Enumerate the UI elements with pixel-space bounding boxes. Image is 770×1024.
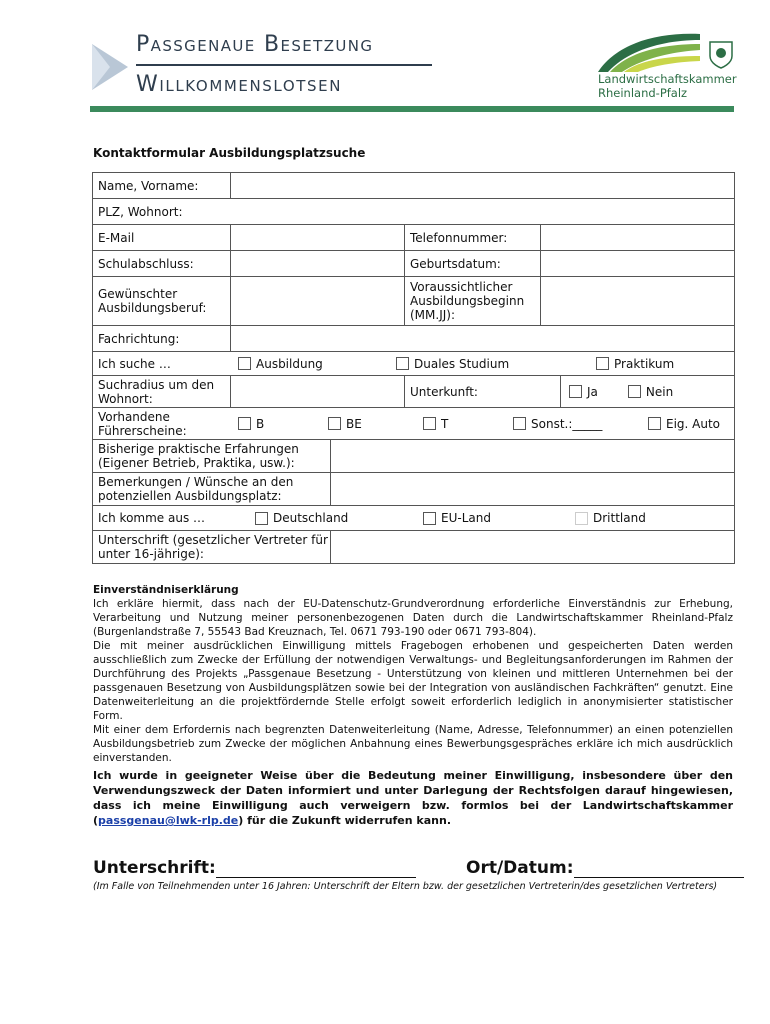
- housing-label: Unterkunft:: [404, 376, 560, 407]
- plz-label: PLZ, Wohnort:: [98, 204, 183, 219]
- phone-label: Telefonnummer:: [404, 225, 540, 250]
- experience-field[interactable]: [330, 440, 734, 472]
- contact-email-link[interactable]: passgenau@lwk-rlp.de: [98, 814, 239, 827]
- option-label: T: [441, 416, 449, 431]
- checkbox[interactable]: [255, 512, 268, 525]
- checkbox[interactable]: [648, 417, 661, 430]
- date-block: [466, 858, 744, 878]
- signature-block: [93, 858, 416, 878]
- option-label: Duales Studium: [414, 356, 510, 371]
- option-praktikum[interactable]: [596, 352, 674, 375]
- checkbox[interactable]: [328, 417, 341, 430]
- form-title: Kontaktformular Ausbildungsplatzsuche: [93, 146, 366, 160]
- program-title-line1: Passgenaue Besetzung: [136, 32, 374, 57]
- row-plz: [93, 199, 734, 225]
- option-label: Ausbildung: [256, 356, 323, 371]
- checkbox[interactable]: [628, 385, 641, 398]
- row-job: [93, 277, 734, 326]
- guardian-label: Unterschrift (gesetzlicher Vertreter für unter 16-jährige):: [98, 533, 328, 561]
- option-t[interactable]: [423, 408, 448, 439]
- option-label: Nein: [645, 384, 674, 399]
- row-email: [93, 225, 734, 251]
- email-label: E-Mail: [98, 230, 135, 245]
- radius-label: Suchradius um den Wohnort:: [98, 377, 215, 406]
- radius-field[interactable]: [230, 376, 404, 407]
- option-label: Ja: [587, 384, 598, 399]
- checkbox[interactable]: [596, 357, 609, 370]
- checkbox[interactable]: [396, 357, 409, 370]
- option-label: B: [256, 416, 265, 431]
- option-be[interactable]: [328, 408, 362, 439]
- name-label: Name, Vorname:: [98, 178, 199, 193]
- job-field[interactable]: [230, 277, 404, 325]
- field-label: Fachrichtung:: [98, 331, 180, 346]
- option-label: Praktikum: [614, 356, 675, 371]
- row-search: [93, 352, 734, 376]
- name-field[interactable]: [230, 173, 734, 198]
- checkbox[interactable]: [238, 417, 251, 430]
- org-name-line2: Rheinland-Pfalz: [598, 86, 688, 100]
- plz-field[interactable]: [230, 199, 734, 224]
- org-name-line1: Landwirtschaftskammer: [598, 72, 737, 86]
- option-ja[interactable]: [569, 385, 598, 399]
- email-field[interactable]: [230, 225, 404, 250]
- option-eig-auto[interactable]: [648, 408, 720, 439]
- consent-bold-statement: [93, 768, 733, 828]
- school-label: Schulabschluss:: [98, 256, 194, 271]
- origin-label: Ich komme aus …: [98, 511, 206, 525]
- option-b[interactable]: [238, 408, 264, 439]
- checkbox[interactable]: [423, 417, 436, 430]
- consent-heading: Einverständniserklärung: [93, 584, 239, 596]
- row-experience: [93, 440, 734, 473]
- remarks-field[interactable]: [330, 473, 734, 505]
- date-label: Ort/Datum:: [466, 858, 574, 878]
- birth-label: Geburtsdatum:: [404, 251, 540, 276]
- start-label: Voraussichtlicher Ausbildungsbeginn (MM.JJ):: [404, 277, 540, 325]
- row-license: [93, 408, 734, 440]
- option-nein[interactable]: [628, 385, 673, 399]
- row-field: [93, 326, 734, 352]
- option-ausbildung[interactable]: [238, 352, 323, 375]
- row-remarks: [93, 473, 734, 506]
- job-label: Gewünschter Ausbildungsberuf:: [98, 287, 207, 315]
- row-school: [93, 251, 734, 277]
- consent-paragraph-2: Die mit meiner ausdrücklichen Einwilligung mittels Fragebogen erhobenen und gespeicherten Daten werden ausschließlich zum Zwecke der Erfüllung der notwendigen Verwaltungs- und Begleitungsanforderungen im Rahmen der Durchführung des Projekts „Passgenaue Besetzung - Unterstützung von kleinen und mittleren Unternehmen bei der passgenauen Besetzung von Ausbildungsplätzen sowie bei der Integration von ausländischen Fachkräften“ genutzt. Eine Datenweiterleitung an die projektfördernde Stelle erfolgt soweit erforderlich lediglich in anonymisierter statistischer Form.: [93, 640, 733, 722]
- row-origin: [93, 506, 734, 531]
- consent-bold-text: Ich wurde in geeigneter Weise über die Bedeutung meiner Einwilligung, insbesondere über den Verwendungszweck der Daten informiert und unter Darlegung der Rechtsfolgen darauf hingewiesen, dass ich meine Einwilligung auch verweigern bzw. formlos bei der Landwirtschaftskammer (: [93, 769, 733, 827]
- checkbox[interactable]: [569, 385, 582, 398]
- field-input[interactable]: [230, 326, 734, 351]
- org-name: [598, 72, 737, 100]
- checkbox[interactable]: [238, 357, 251, 370]
- row-radius: [93, 376, 734, 408]
- start-field[interactable]: [540, 277, 734, 325]
- option-label: BE: [346, 416, 362, 431]
- consent-paragraph-3: Mit einer dem Erfordernis nach begrenzten Datenweiterleitung (Name, Adresse, Telefonnummer) an einen potenziellen Ausbildungsbetrieb zum Zwecke der möglichen Anbahnung eines Bewerbungsgespräches erkläre ich mich ausdrücklich einverstanden.: [93, 724, 733, 764]
- option-label: EU-Land: [441, 511, 491, 525]
- consent-section: [93, 583, 733, 828]
- consent-bold-end: ) für die Zukunft widerrufen kann.: [238, 814, 452, 827]
- program-title-line2: Willkommenslotsen: [136, 72, 343, 97]
- license-label: Vorhandene Führerscheine:: [98, 409, 187, 438]
- brand-divider: [136, 64, 432, 66]
- signature-note: (Im Falle von Teilnehmenden unter 16 Jahren: Unterschrift der Eltern bzw. der gesetzlichen Vertreterin/des gesetzlichen Vertreters): [93, 881, 718, 892]
- checkbox[interactable]: [513, 417, 526, 430]
- option-sonst[interactable]: [513, 408, 602, 439]
- checkbox[interactable]: [423, 512, 436, 525]
- checkbox[interactable]: [575, 512, 588, 525]
- experience-label: Bisherige praktische Erfahrungen (Eigener Betrieb, Praktika, usw.):: [98, 442, 299, 470]
- option-drittland[interactable]: [575, 506, 646, 530]
- remarks-label: Bemerkungen / Wünsche an den potenziellen Ausbildungsplatz:: [98, 475, 294, 503]
- option-duales-studium[interactable]: [396, 352, 509, 375]
- date-line[interactable]: [574, 859, 744, 878]
- row-name: [93, 173, 734, 199]
- birth-field[interactable]: [540, 251, 734, 276]
- lwk-logo-swoosh: [596, 30, 706, 74]
- guardian-signature-field[interactable]: [330, 531, 734, 563]
- option-label: Eig. Auto: [666, 416, 721, 431]
- school-field[interactable]: [230, 251, 404, 276]
- signature-line[interactable]: [216, 859, 416, 878]
- phone-field[interactable]: [540, 225, 734, 250]
- option-eu-land[interactable]: [423, 506, 491, 530]
- option-label: Sonst.:_____: [531, 416, 603, 431]
- header-accent-bar: [90, 106, 734, 112]
- coat-of-arms-icon: [708, 40, 734, 70]
- consent-paragraph-1: Ich erkläre hiermit, dass nach der EU-Datenschutz-Grundverordnung erforderliche Einverständnis zur Erhebung, Verarbeitung und Nutzung meiner personenbezogenen Daten durch die Landwirtschaftskammer Rheinland-Pfalz (Burgenlandstraße 7, 55543 Bad Kreuznach, Tel. 0671 793-190 oder 0671 793-804).: [93, 598, 733, 638]
- signature-label: Unterschrift:: [93, 858, 216, 878]
- contact-form-table: [92, 172, 735, 564]
- option-label: Deutschland: [273, 511, 349, 525]
- housing-options: [560, 376, 734, 407]
- search-label: Ich suche …: [98, 356, 171, 371]
- brand-chevron-logo: [90, 42, 130, 92]
- option-label: Drittland: [593, 511, 646, 525]
- option-deutschland[interactable]: [255, 506, 348, 530]
- row-guardian: [93, 531, 734, 563]
